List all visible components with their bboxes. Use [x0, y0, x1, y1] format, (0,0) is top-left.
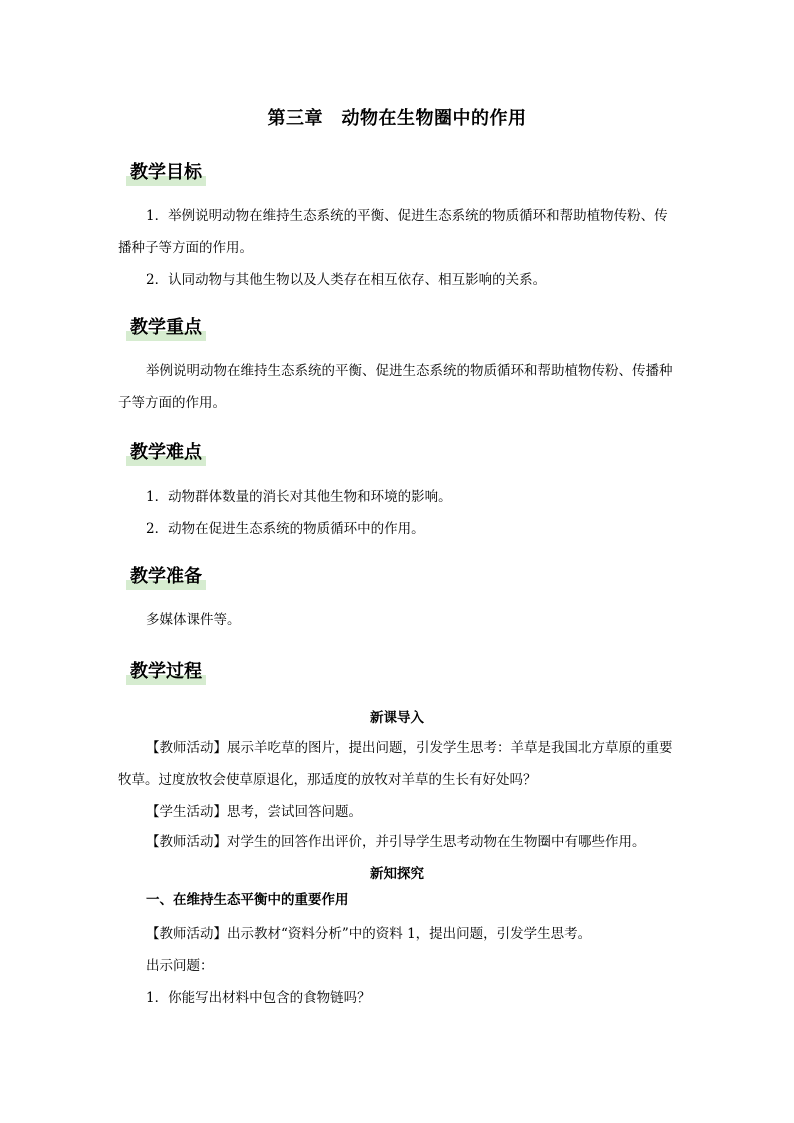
section-heading-key-points: 教学重点 [126, 315, 206, 341]
section-heading-process: 教学过程 [126, 659, 206, 685]
explore-title: 新知探究 [370, 866, 424, 882]
explore-subheading: 一、在维持生态平衡中的重要作用 [146, 892, 349, 908]
intro-title: 新课导入 [370, 710, 424, 726]
intro-paragraph-1: 【教师活动】展示羊吃草的图片，提出问题，引发学生思考：羊草是我国北方草原的重要牧草。过度放牧会使草原退化，那适度的放牧对羊草的生长有好处吗？ [118, 740, 673, 788]
preparation-text: 多媒体课件等。 [146, 612, 241, 628]
difficulty-item-2: 2．动物在促进生态系统的物质循环中的作用。 [146, 521, 425, 537]
key-points-text: 举例说明动物在维持生态系统的平衡、促进生态系统的物质循环和帮助植物传粉、传播种子等方面的作用。 [118, 363, 673, 411]
page-title: 第三章 动物在生物圈中的作用 [267, 108, 527, 129]
intro-paragraph-2: 【学生活动】思考，尝试回答问题。 [146, 804, 362, 820]
goal-item-1: 1．举例说明动物在维持生态系统的平衡、促进生态系统的物质循环和帮助植物传粉、传播种子等方面的作用。 [118, 208, 668, 256]
section-heading-preparation: 教学准备 [126, 564, 206, 590]
explore-paragraph-3: 1．你能写出材料中包含的食物链吗？ [146, 990, 371, 1006]
section-heading-goals: 教学目标 [126, 160, 206, 186]
explore-paragraph-2: 出示问题： [146, 958, 214, 974]
difficulty-item-1: 1．动物群体数量的消长对其他生物和环境的影响。 [146, 489, 452, 505]
goal-item-2: 2．认同动物与其他生物以及人类存在相互依存、相互影响的关系。 [146, 272, 547, 288]
explore-paragraph-1: 【教师活动】出示教材“资料分析”中的资料 1，提出问题，引发学生思考。 [146, 926, 592, 942]
intro-paragraph-3: 【教师活动】对学生的回答作出评价，并引导学生思考动物在生物圈中有哪些作用。 [146, 834, 646, 850]
section-heading-difficulties: 教学难点 [126, 440, 206, 466]
